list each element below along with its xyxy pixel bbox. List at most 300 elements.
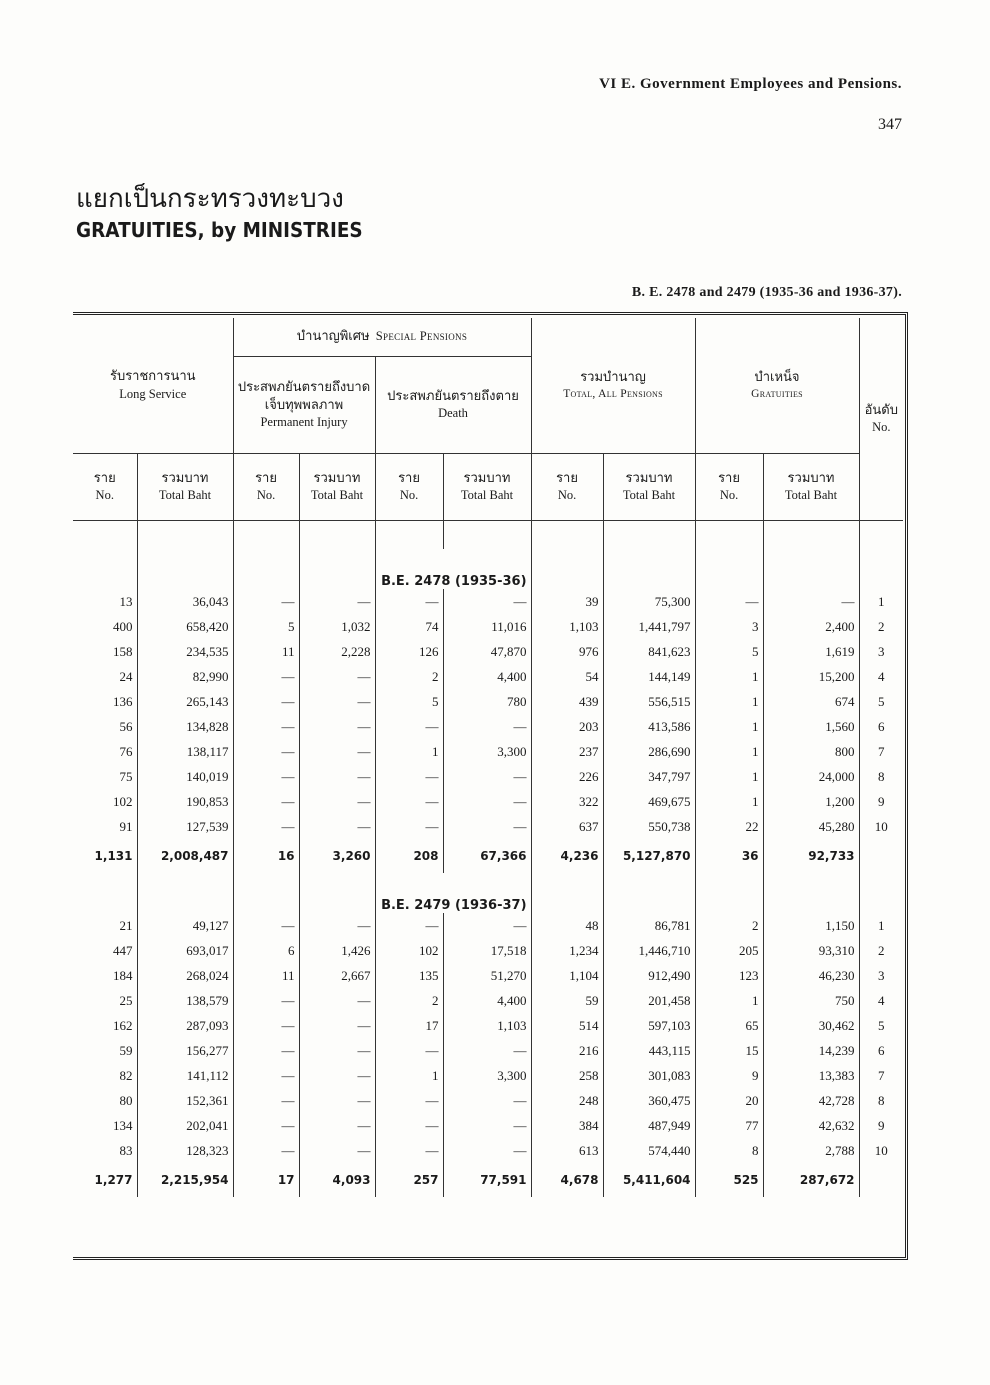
value-cell: 59 bbox=[531, 988, 603, 1013]
total-cell: 77,591 bbox=[443, 1163, 531, 1197]
value-cell: — bbox=[375, 764, 443, 789]
value-cell: 80 bbox=[73, 1088, 137, 1113]
rank-en: No. bbox=[872, 420, 891, 435]
value-cell: 360,475 bbox=[603, 1088, 695, 1113]
value-cell: 203 bbox=[531, 714, 603, 739]
value-cell: 135 bbox=[375, 963, 443, 988]
value-cell: 190,853 bbox=[137, 789, 233, 814]
value-cell: — bbox=[233, 589, 299, 614]
value-cell: — bbox=[375, 1138, 443, 1163]
subheader-no-en: No. bbox=[399, 488, 419, 503]
value-cell: 17,518 bbox=[443, 938, 531, 963]
value-cell: 514 bbox=[531, 1013, 603, 1038]
value-cell: 202,041 bbox=[137, 1113, 233, 1138]
value-cell: 75 bbox=[73, 764, 137, 789]
value-cell: 234,535 bbox=[137, 639, 233, 664]
section-blank-cell bbox=[763, 549, 859, 589]
value-cell: 1,441,797 bbox=[603, 614, 695, 639]
value-cell: 347,797 bbox=[603, 764, 695, 789]
spacer-cell bbox=[859, 521, 903, 550]
value-cell: — bbox=[299, 739, 375, 764]
total-cell: 5,411,604 bbox=[603, 1163, 695, 1197]
value-cell: 51,270 bbox=[443, 963, 531, 988]
value-cell: — bbox=[443, 589, 531, 614]
value-cell: 49,127 bbox=[137, 913, 233, 938]
value-cell: — bbox=[443, 1088, 531, 1113]
value-cell: — bbox=[233, 1113, 299, 1138]
injury-en: Permanent Injury bbox=[260, 415, 348, 430]
subheader-no bbox=[695, 454, 763, 521]
value-cell: 750 bbox=[763, 988, 859, 1013]
value-cell: — bbox=[375, 714, 443, 739]
value-cell: 2 bbox=[695, 913, 763, 938]
value-cell: 15,200 bbox=[763, 664, 859, 689]
table-row bbox=[73, 1063, 903, 1088]
section-blank-cell bbox=[695, 549, 763, 589]
value-cell: — bbox=[375, 1113, 443, 1138]
table-row bbox=[73, 1088, 903, 1113]
value-cell: 400 bbox=[73, 614, 137, 639]
spacer-cell bbox=[73, 521, 137, 550]
value-cell: — bbox=[233, 739, 299, 764]
value-cell: — bbox=[299, 1063, 375, 1088]
rank-cell: 7 bbox=[878, 1067, 885, 1083]
value-cell: 46,230 bbox=[763, 963, 859, 988]
value-cell: 14,239 bbox=[763, 1038, 859, 1063]
spacer-cell bbox=[531, 521, 603, 550]
header-total-pensions bbox=[531, 318, 695, 454]
value-cell: 1,032 bbox=[299, 614, 375, 639]
value-cell: 574,440 bbox=[603, 1138, 695, 1163]
subheader-baht-thai: รวมบาท bbox=[625, 470, 673, 486]
rank-cell: 1 bbox=[878, 593, 885, 609]
rank-cell: 7 bbox=[878, 743, 885, 759]
section-label: B.E. 2479 (1936-37) bbox=[375, 873, 531, 913]
table-row bbox=[73, 739, 903, 764]
value-cell: 138,579 bbox=[137, 988, 233, 1013]
death-thai: ประสพภยันตรายถึงตาย bbox=[387, 388, 519, 404]
subheader-no bbox=[73, 454, 137, 521]
section-label: B.E. 2478 (1935-36) bbox=[375, 549, 531, 589]
value-cell: 36,043 bbox=[137, 589, 233, 614]
total-cell: 5,127,870 bbox=[603, 839, 695, 873]
rank-cell: 9 bbox=[878, 793, 885, 809]
rank-cell: 5 bbox=[878, 693, 885, 709]
value-cell: — bbox=[299, 789, 375, 814]
value-cell: 1,150 bbox=[763, 913, 859, 938]
value-cell: — bbox=[299, 1088, 375, 1113]
value-cell: 1 bbox=[375, 1063, 443, 1088]
value-cell: 126 bbox=[375, 639, 443, 664]
total-cell: 3,260 bbox=[299, 839, 375, 873]
value-cell: 127,539 bbox=[137, 814, 233, 839]
value-cell: 2 bbox=[375, 664, 443, 689]
subheader-baht bbox=[443, 454, 531, 521]
total-cell: 257 bbox=[375, 1163, 443, 1197]
value-cell: 102 bbox=[73, 789, 137, 814]
value-cell: 6 bbox=[233, 938, 299, 963]
value-cell: 439 bbox=[531, 689, 603, 714]
value-cell: 1,103 bbox=[443, 1013, 531, 1038]
value-cell: 1,200 bbox=[763, 789, 859, 814]
value-cell: — bbox=[233, 689, 299, 714]
value-cell: 156,277 bbox=[137, 1038, 233, 1063]
value-cell: 3 bbox=[695, 614, 763, 639]
header-gratuities bbox=[695, 318, 859, 454]
value-cell: — bbox=[299, 764, 375, 789]
table-row bbox=[73, 814, 903, 839]
section-blank-cell bbox=[603, 549, 695, 589]
total-cell: 4,093 bbox=[299, 1163, 375, 1197]
value-cell: 86,781 bbox=[603, 913, 695, 938]
value-cell: — bbox=[233, 714, 299, 739]
value-cell: — bbox=[233, 789, 299, 814]
subheader-no bbox=[375, 454, 443, 521]
value-cell: 13,383 bbox=[763, 1063, 859, 1088]
spacer-cell bbox=[603, 521, 695, 550]
subheader-baht bbox=[763, 454, 859, 521]
value-cell: 1 bbox=[695, 664, 763, 689]
value-cell: 469,675 bbox=[603, 789, 695, 814]
rank-cell: 6 bbox=[878, 718, 885, 734]
value-cell: 141,112 bbox=[137, 1063, 233, 1088]
section-blank-cell bbox=[859, 549, 903, 589]
value-cell: 8 bbox=[695, 1138, 763, 1163]
value-cell: 4,400 bbox=[443, 664, 531, 689]
total-cell: 287,672 bbox=[763, 1163, 859, 1197]
total-cell: 92,733 bbox=[763, 839, 859, 873]
value-cell: 487,949 bbox=[603, 1113, 695, 1138]
subheader-no-thai: ราย bbox=[556, 470, 578, 486]
value-cell: 128,323 bbox=[137, 1138, 233, 1163]
value-cell: 140,019 bbox=[137, 764, 233, 789]
rank-cell: 2 bbox=[878, 942, 885, 958]
subheader-baht-thai: รวมบาท bbox=[787, 470, 835, 486]
subheader-no-thai: ราย bbox=[255, 470, 277, 486]
spacer-cell bbox=[763, 521, 859, 550]
section-row bbox=[73, 549, 903, 589]
value-cell: 24,000 bbox=[763, 764, 859, 789]
value-cell: — bbox=[443, 714, 531, 739]
value-cell: 2,788 bbox=[763, 1138, 859, 1163]
value-cell: — bbox=[375, 913, 443, 938]
table-row bbox=[73, 639, 903, 664]
value-cell: 613 bbox=[531, 1138, 603, 1163]
total-row bbox=[73, 839, 903, 873]
section-blank-cell bbox=[233, 873, 299, 913]
value-cell: 216 bbox=[531, 1038, 603, 1063]
value-cell: 674 bbox=[763, 689, 859, 714]
value-cell: — bbox=[375, 789, 443, 814]
subheader-baht-en: Total Baht bbox=[622, 488, 676, 503]
section-blank-cell bbox=[137, 873, 233, 913]
value-cell: 301,083 bbox=[603, 1063, 695, 1088]
header-long-service bbox=[73, 318, 233, 454]
value-cell: — bbox=[233, 1088, 299, 1113]
value-cell: 123 bbox=[695, 963, 763, 988]
value-cell: — bbox=[233, 764, 299, 789]
value-cell: 556,515 bbox=[603, 689, 695, 714]
total-cell: 16 bbox=[233, 839, 299, 873]
value-cell: — bbox=[299, 913, 375, 938]
header-special-pensions bbox=[233, 318, 531, 357]
value-cell: 5 bbox=[695, 639, 763, 664]
table-row bbox=[73, 1138, 903, 1163]
value-cell: — bbox=[233, 1038, 299, 1063]
gratuities-table bbox=[73, 318, 903, 1197]
section-row bbox=[73, 873, 903, 913]
value-cell: 25 bbox=[73, 988, 137, 1013]
spacer-cell bbox=[233, 521, 299, 550]
value-cell: 286,690 bbox=[603, 739, 695, 764]
value-cell: 1 bbox=[695, 714, 763, 739]
table-row bbox=[73, 963, 903, 988]
table-row bbox=[73, 1013, 903, 1038]
subheader-baht-en: Total Baht bbox=[460, 488, 514, 503]
value-cell: 11,016 bbox=[443, 614, 531, 639]
value-cell: — bbox=[299, 1138, 375, 1163]
value-cell: 5 bbox=[233, 614, 299, 639]
value-cell: 91 bbox=[73, 814, 137, 839]
spacer-cell bbox=[299, 521, 375, 550]
value-cell: 1,104 bbox=[531, 963, 603, 988]
years-caption: B. E. 2478 and 2479 (1935-36 and 1936-37). bbox=[631, 285, 902, 300]
value-cell: — bbox=[233, 1138, 299, 1163]
value-cell: 9 bbox=[695, 1063, 763, 1088]
header-permanent-injury bbox=[233, 357, 375, 454]
value-cell: 136 bbox=[73, 689, 137, 714]
value-cell: 47,870 bbox=[443, 639, 531, 664]
value-cell: 30,462 bbox=[763, 1013, 859, 1038]
long-service-en: Long Service bbox=[119, 386, 187, 401]
value-cell: 258 bbox=[531, 1063, 603, 1088]
value-cell: 841,623 bbox=[603, 639, 695, 664]
value-cell: — bbox=[299, 1113, 375, 1138]
value-cell: 248 bbox=[531, 1088, 603, 1113]
value-cell: — bbox=[299, 814, 375, 839]
value-cell: 780 bbox=[443, 689, 531, 714]
value-cell: — bbox=[375, 1038, 443, 1063]
value-cell: 287,093 bbox=[137, 1013, 233, 1038]
value-cell: 56 bbox=[73, 714, 137, 739]
value-cell: 1,103 bbox=[531, 614, 603, 639]
value-cell: 447 bbox=[73, 938, 137, 963]
section-blank-cell bbox=[603, 873, 695, 913]
subheader-no-en: No. bbox=[95, 488, 114, 503]
value-cell: — bbox=[443, 1113, 531, 1138]
total-cell bbox=[859, 1163, 903, 1197]
value-cell: 42,728 bbox=[763, 1088, 859, 1113]
value-cell: 1 bbox=[695, 988, 763, 1013]
value-cell: 201,458 bbox=[603, 988, 695, 1013]
table-row bbox=[73, 938, 903, 963]
value-cell: 138,117 bbox=[137, 739, 233, 764]
value-cell: — bbox=[443, 789, 531, 814]
value-cell: 976 bbox=[531, 639, 603, 664]
value-cell: 134,828 bbox=[137, 714, 233, 739]
value-cell: — bbox=[763, 589, 859, 614]
long-service-thai: รับราชการนาน bbox=[109, 369, 196, 385]
rank-cell: 10 bbox=[874, 1142, 888, 1158]
value-cell: 597,103 bbox=[603, 1013, 695, 1038]
title-english: GRATUITIES, by MINISTRIES bbox=[76, 218, 363, 242]
value-cell: — bbox=[233, 913, 299, 938]
section-blank-cell bbox=[763, 873, 859, 913]
value-cell: 1 bbox=[695, 689, 763, 714]
value-cell: 237 bbox=[531, 739, 603, 764]
subheader-no-thai: ราย bbox=[398, 470, 420, 486]
value-cell: 5 bbox=[375, 689, 443, 714]
value-cell: 2,667 bbox=[299, 963, 375, 988]
subheader-baht-thai: รวมบาท bbox=[161, 470, 209, 486]
value-cell: 22 bbox=[695, 814, 763, 839]
section-blank-cell bbox=[531, 549, 603, 589]
injury-thai: ประสพภยันตรายถึงบาดเจ็บทุพพลภาพ bbox=[237, 380, 371, 413]
value-cell: 11 bbox=[233, 963, 299, 988]
page-number: 347 bbox=[878, 116, 902, 133]
gratuities-en: Gratuities bbox=[751, 387, 803, 400]
section-blank-cell bbox=[73, 549, 137, 589]
value-cell: 693,017 bbox=[137, 938, 233, 963]
value-cell: — bbox=[299, 589, 375, 614]
value-cell: 322 bbox=[531, 789, 603, 814]
value-cell: 1,560 bbox=[763, 714, 859, 739]
total-cell: 36 bbox=[695, 839, 763, 873]
table-row bbox=[73, 913, 903, 938]
value-cell: 1 bbox=[375, 739, 443, 764]
value-cell: 226 bbox=[531, 764, 603, 789]
value-cell: — bbox=[233, 988, 299, 1013]
value-cell: 24 bbox=[73, 664, 137, 689]
value-cell: 2 bbox=[375, 988, 443, 1013]
value-cell: 144,149 bbox=[603, 664, 695, 689]
subheader-baht-en: Total Baht bbox=[784, 488, 838, 503]
value-cell: 384 bbox=[531, 1113, 603, 1138]
rank-cell: 5 bbox=[878, 1017, 885, 1033]
value-cell: 74 bbox=[375, 614, 443, 639]
running-head: VI E. Government Employees and Pensions. bbox=[599, 76, 902, 92]
total-cell: 2,215,954 bbox=[137, 1163, 233, 1197]
value-cell: — bbox=[375, 814, 443, 839]
value-cell: 1,446,710 bbox=[603, 938, 695, 963]
total-cell bbox=[859, 839, 903, 873]
table-row bbox=[73, 589, 903, 614]
subheader-no-en: No. bbox=[719, 488, 739, 503]
gratuities-thai: บำเหน็จ bbox=[754, 369, 800, 385]
value-cell: — bbox=[233, 1013, 299, 1038]
total-cell: 1,131 bbox=[73, 839, 137, 873]
value-cell: — bbox=[443, 1138, 531, 1163]
table-body bbox=[73, 521, 903, 1198]
rank-cell: 10 bbox=[874, 818, 888, 834]
rank-cell: 4 bbox=[878, 668, 885, 684]
value-cell: 265,143 bbox=[137, 689, 233, 714]
subheader-baht bbox=[137, 454, 233, 521]
subheader-baht-thai: รวมบาท bbox=[313, 470, 361, 486]
value-cell: — bbox=[299, 1038, 375, 1063]
section-blank-cell bbox=[695, 873, 763, 913]
special-pensions-en: Special Pensions bbox=[375, 329, 468, 344]
table-row bbox=[73, 1113, 903, 1138]
value-cell: 184 bbox=[73, 963, 137, 988]
rank-cell: 3 bbox=[878, 643, 885, 659]
value-cell: 912,490 bbox=[603, 963, 695, 988]
header-death bbox=[375, 357, 531, 454]
table-header bbox=[73, 318, 903, 521]
rank-cell: 6 bbox=[878, 1042, 885, 1058]
rank-cell: 2 bbox=[878, 618, 885, 634]
value-cell: 152,361 bbox=[137, 1088, 233, 1113]
section-blank-cell bbox=[531, 873, 603, 913]
value-cell: 1 bbox=[695, 764, 763, 789]
subheader-no-thai: ราย bbox=[718, 470, 740, 486]
value-cell: 48 bbox=[531, 913, 603, 938]
section-blank-cell bbox=[299, 873, 375, 913]
table-row bbox=[73, 614, 903, 639]
rank-cell: 8 bbox=[878, 1092, 885, 1108]
value-cell: 637 bbox=[531, 814, 603, 839]
subheader-no bbox=[531, 454, 603, 521]
section-blank-cell bbox=[137, 549, 233, 589]
special-pensions-thai: บำนาญพิเศษ bbox=[296, 329, 370, 345]
value-cell: — bbox=[299, 1013, 375, 1038]
spacer-cell bbox=[443, 521, 531, 550]
subheader-no-thai: ราย bbox=[93, 470, 116, 486]
total-cell: 208 bbox=[375, 839, 443, 873]
value-cell: 54 bbox=[531, 664, 603, 689]
value-cell: 45,280 bbox=[763, 814, 859, 839]
value-cell: 42,632 bbox=[763, 1113, 859, 1138]
total-cell: 4,236 bbox=[531, 839, 603, 873]
value-cell: 82 bbox=[73, 1063, 137, 1088]
section-blank-cell bbox=[859, 873, 903, 913]
rank-cell: 4 bbox=[878, 992, 885, 1008]
subheader-baht-thai: รวมบาท bbox=[463, 470, 511, 486]
value-cell: 268,024 bbox=[137, 963, 233, 988]
value-cell: 1 bbox=[695, 739, 763, 764]
total-cell: 525 bbox=[695, 1163, 763, 1197]
value-cell: 77 bbox=[695, 1113, 763, 1138]
table-row bbox=[73, 988, 903, 1013]
spacer-row bbox=[73, 521, 903, 550]
total-cell: 1,277 bbox=[73, 1163, 137, 1197]
value-cell: — bbox=[233, 664, 299, 689]
value-cell: 800 bbox=[763, 739, 859, 764]
spacer-cell bbox=[375, 521, 443, 550]
value-cell: 2,400 bbox=[763, 614, 859, 639]
death-en: Death bbox=[438, 406, 468, 421]
value-cell: 21 bbox=[73, 913, 137, 938]
section-blank-cell bbox=[233, 549, 299, 589]
table-row bbox=[73, 789, 903, 814]
rank-cell: 1 bbox=[878, 917, 885, 933]
value-cell: 205 bbox=[695, 938, 763, 963]
value-cell: 13 bbox=[73, 589, 137, 614]
value-cell: — bbox=[299, 689, 375, 714]
value-cell: 658,420 bbox=[137, 614, 233, 639]
total-cell: 2,008,487 bbox=[137, 839, 233, 873]
section-blank-cell bbox=[73, 873, 137, 913]
rank-thai: อันดับ bbox=[864, 402, 898, 418]
value-cell: 20 bbox=[695, 1088, 763, 1113]
value-cell: 65 bbox=[695, 1013, 763, 1038]
value-cell: 1,426 bbox=[299, 938, 375, 963]
value-cell: 93,310 bbox=[763, 938, 859, 963]
table-row bbox=[73, 664, 903, 689]
subheader-no-en: No. bbox=[256, 488, 276, 503]
value-cell: — bbox=[443, 1038, 531, 1063]
value-cell: 39 bbox=[531, 589, 603, 614]
